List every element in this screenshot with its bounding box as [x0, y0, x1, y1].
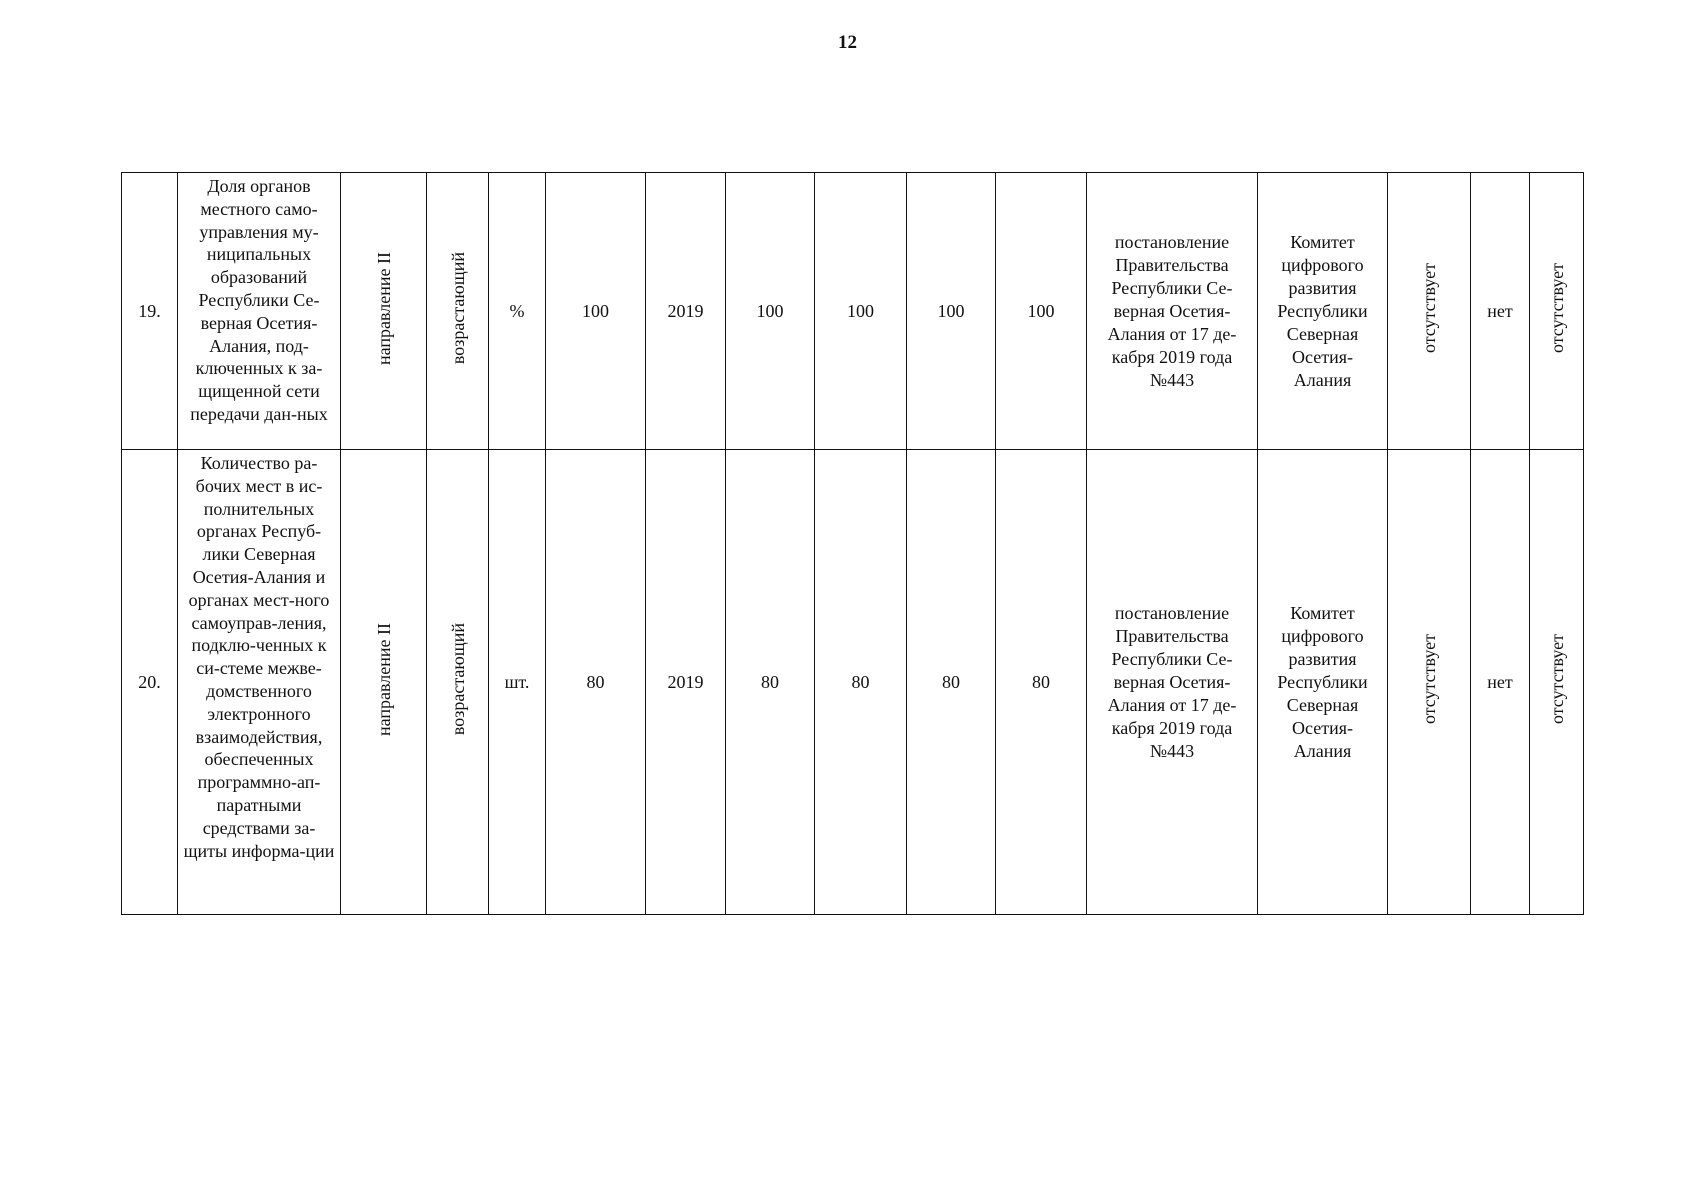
- indicator-name: Доля органов местного само-управления му-ниципальных образований Республики Се-верная Осетия-Алания, под-ключенных к за-щищенной сети передачи дан-ных: [190, 176, 328, 424]
- responsible-cell: [1258, 450, 1388, 915]
- column-15-cell: нет: [1471, 450, 1530, 915]
- column-16-cell: [1530, 450, 1584, 915]
- value-cell-4: 100: [996, 173, 1087, 450]
- value-cell-3: 80: [907, 450, 996, 915]
- value-cell-1: 100: [726, 173, 815, 450]
- document-cell: [1087, 173, 1258, 450]
- value-cell-1: 80: [726, 450, 815, 915]
- column-16-text: отсутствует: [1546, 633, 1567, 725]
- document-text: постановление Правительства Республики Се-верная Осетия-Алания от 17 де-кабря 2019 года №443: [1107, 602, 1237, 761]
- column-14-text: отсутствует: [1419, 633, 1439, 725]
- value-cell-4: 80: [996, 450, 1087, 915]
- value-cell-2: 80: [815, 450, 907, 915]
- column-16-text: отсутствует: [1546, 262, 1567, 354]
- table-row: [122, 450, 1584, 915]
- direction-cell: [341, 173, 427, 450]
- base-year-cell: 2019: [646, 173, 726, 450]
- value-cell-2: 100: [815, 173, 907, 450]
- trend-text: возрастающий: [447, 622, 468, 736]
- trend-cell: [427, 450, 489, 915]
- indicator-name-cell: [178, 173, 341, 450]
- unit-cell: шт.: [489, 450, 546, 915]
- indicator-name: Количество ра-бочих мест в ис-полнительных органах Респуб-лики Северная Осетия-Алания и органах мест-ного самоуправ-ления, подклю-ченных к си-стеме межве-домственного электронного взаимодействия, обеспеченных программно-ап-паратными средствами за-щиты информа-ции: [183, 453, 335, 861]
- indicator-name-cell: [178, 450, 341, 915]
- column-14-cell: [1388, 173, 1471, 450]
- responsible-cell: [1258, 173, 1388, 450]
- column-16-cell: [1530, 173, 1584, 450]
- value-cell-3: 100: [907, 173, 996, 450]
- base-value-cell: 100: [546, 173, 646, 450]
- unit-cell: %: [489, 173, 546, 450]
- direction-cell: [341, 450, 427, 915]
- direction-text: направление II: [373, 622, 394, 736]
- page-number: 12: [838, 32, 857, 53]
- document-text: постановление Правительства Республики Се-верная Осетия-Алания от 17 де-кабря 2019 года №443: [1107, 231, 1237, 390]
- responsible-text: Комитет цифрового развития Республики Северная Осетия-Алания: [1277, 602, 1368, 761]
- direction-text: направление II: [373, 251, 394, 365]
- trend-cell: [427, 173, 489, 450]
- column-15-cell: нет: [1471, 173, 1530, 450]
- row-number-cell: 20.: [122, 450, 178, 915]
- responsible-text: Комитет цифрового развития Республики Северная Осетия-Алания: [1277, 231, 1368, 390]
- row-number-cell: 19.: [122, 173, 178, 450]
- column-14-cell: [1388, 450, 1471, 915]
- base-year-cell: 2019: [646, 450, 726, 915]
- document-cell: [1087, 450, 1258, 915]
- table-row: [122, 173, 1584, 450]
- indicators-table: [121, 172, 1584, 915]
- column-14-text: отсутствует: [1419, 262, 1439, 354]
- trend-text: возрастающий: [447, 251, 468, 365]
- base-value-cell: 80: [546, 450, 646, 915]
